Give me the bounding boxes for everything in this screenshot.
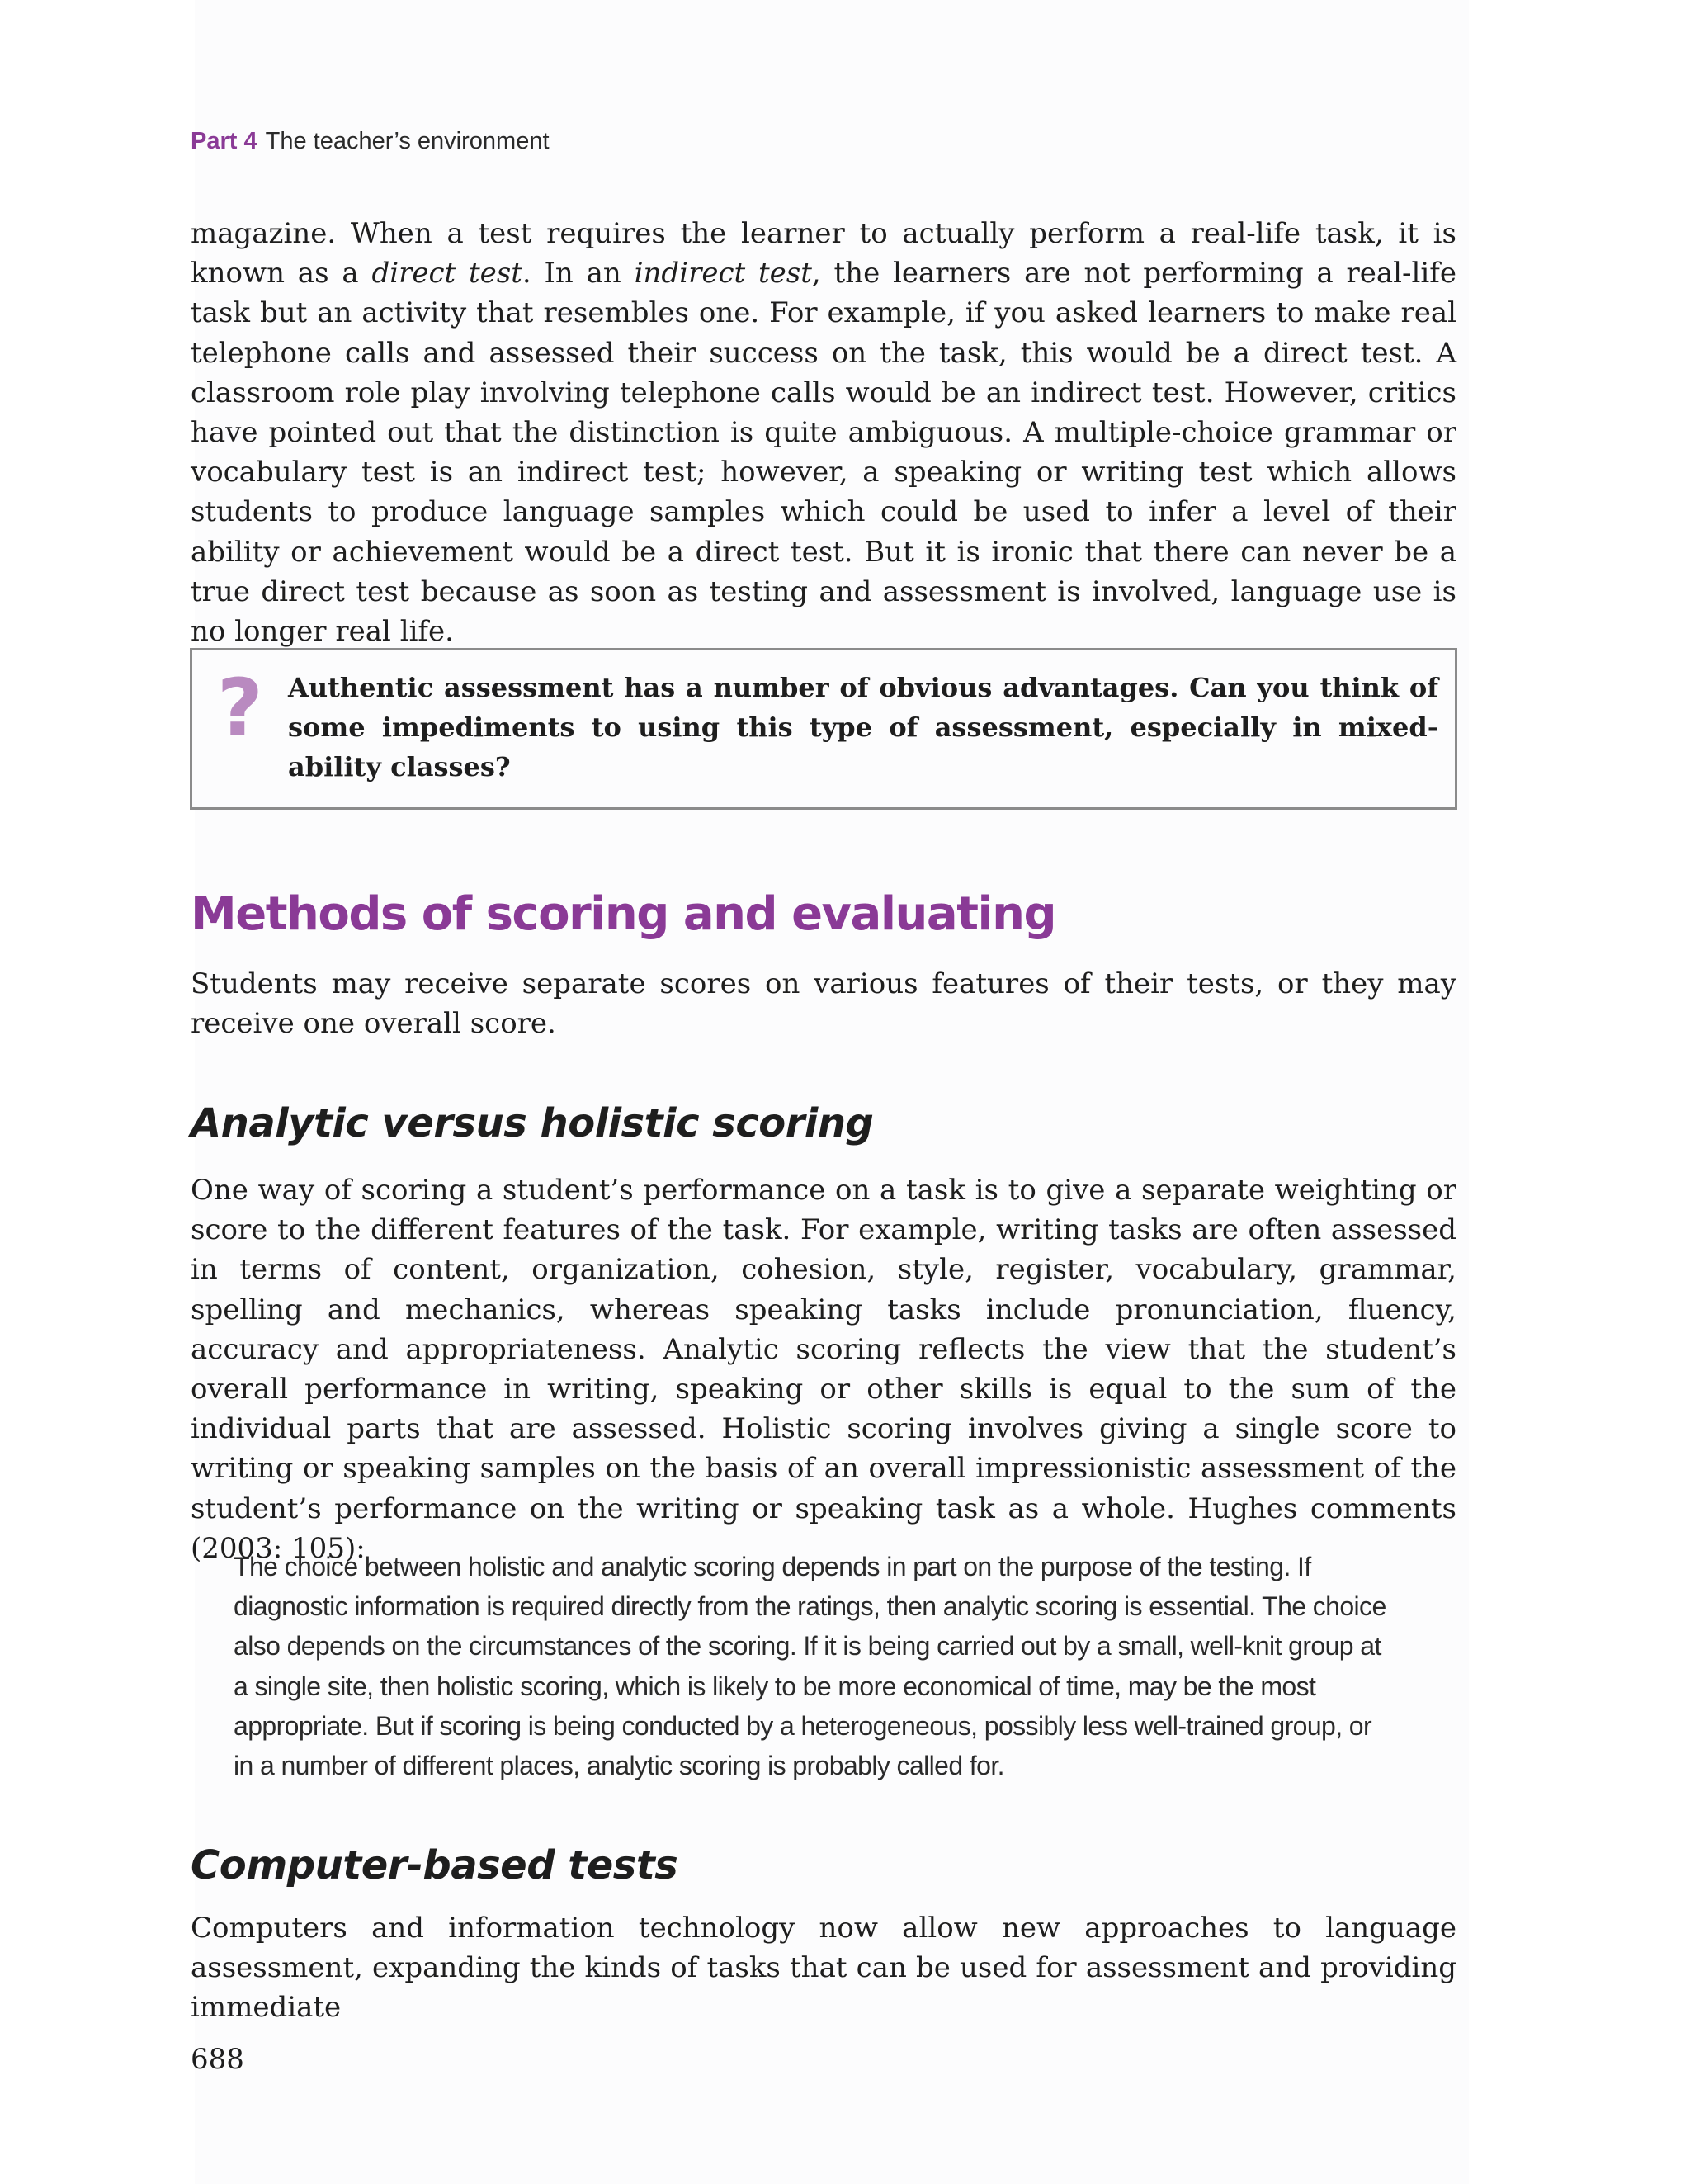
computer-paragraph-text: Computers and information technology now allow new approaches to language assessment, expanding the kinds of tasks that can be used for assessment and providing immediate	[191, 1912, 1456, 2025]
computer-paragraph	[191, 1908, 1456, 2028]
page-number: 688	[191, 2043, 244, 2076]
block-quote: The choice between holistic and analytic scoring depends in part on the purpose of the testing. If diagnostic information is required directly from the ratings, then analytic scoring is essential. The choice also depends on the circumstances of the scoring. If it is being carried out by a small, well-knit group at a single site, then holistic scoring, which is likely to be more economical of time, may be the most appropriate. But if scoring is being conducted by a heterogeneous, possibly less well-trained group, or in a number of different places, analytic scoring is probably called for.	[234, 1552, 1386, 1781]
section-intro	[191, 964, 1456, 1043]
analytic-paragraph	[191, 1170, 1456, 1568]
running-head-part: Part 4	[191, 128, 257, 154]
analytic-paragraph-text: One way of scoring a student’s performance on a task is to give a separate weighting or score to the different features of the task. For example, writing tasks are often assessed in terms of content, organization, cohesion, style, register, vocabulary, grammar, spelling and mechanics, whereas speaking tasks include pronunciation, fluency, accuracy and appropriateness. Analytic scoring reflects the view that the student’s overall performance in writing, speaking or other skills is equal to the sum of the individual parts that are assessed. Holistic scoring involves giving a single score to writing or speaking samples on the basis of an overall impressionistic assessment of the student’s performance on the writing or speaking task as a whole. Hughes comments (2003: 105):	[191, 1174, 1456, 1565]
subheading-computer-based-tests: Computer-based tests	[191, 1842, 678, 1889]
question-mark-icon: ?	[217, 662, 263, 754]
running-head	[191, 128, 550, 155]
reflection-question-box	[190, 648, 1457, 810]
running-head-title: The teacher’s environment	[265, 128, 550, 154]
reflection-question-text: Authentic assessment has a number of obvious advantages. Can you think of some impediments to using this type of assessment, especially in mixed-ability classes?	[288, 672, 1438, 783]
intro-text-segment: magazine. When a test requires the learner to actually perform a real-life task, it is known as a	[191, 217, 1456, 291]
intro-paragraph-text	[191, 214, 1456, 651]
section-intro-text: Students may receive separate scores on various features of their tests, or they may receive one overall score.	[191, 967, 1456, 1041]
section-heading: Methods of scoring and evaluating	[191, 887, 1056, 941]
intro-text-segment: . In an	[522, 257, 635, 291]
intro-paragraph	[191, 214, 1456, 651]
intro-text-segment: , the learners are not performing a real-life task but an activity that resembles one. For example, if you asked learners to make real telephone calls and assessed their success on the task, this would be a direct test. A classroom role play involving telephone calls would be an indirect test. However, critics have pointed out that the distinction is quite ambiguous. A multiple-choice grammar or vocabulary test is an indirect test; however, a speaking or writing test which allows students to produce language samples which could be used to infer a level of their ability or achievement would be a direct test. But it is ironic that there can never be a true direct test because as soon as testing and assessment is involved, language use is no longer real life.	[191, 257, 1456, 649]
subheading-analytic-holistic: Analytic versus holistic scoring	[191, 1100, 874, 1146]
term-indirect-test: indirect test	[634, 257, 812, 291]
term-direct-test: direct test	[371, 257, 522, 291]
